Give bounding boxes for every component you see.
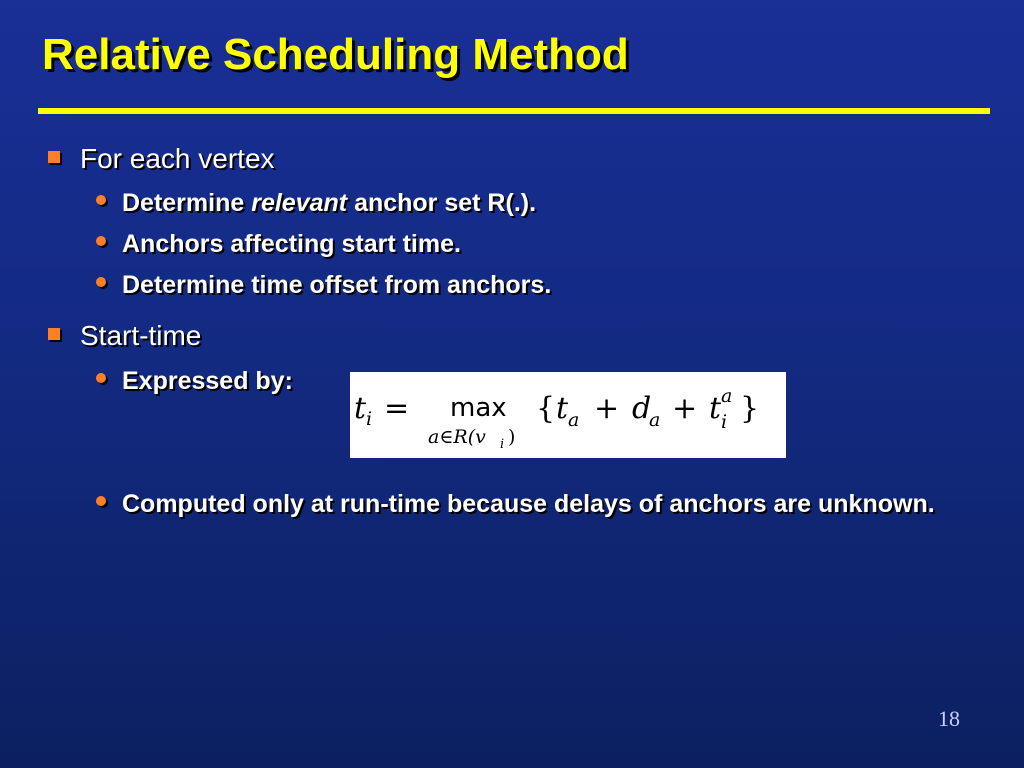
- formula-max-subscript-close: ): [508, 426, 516, 448]
- round-bullet-icon: [96, 496, 106, 506]
- bullet-text-emphasis: relevant: [251, 189, 348, 217]
- bullet-text: For each vertex: [80, 143, 275, 174]
- formula-max-operator: max: [450, 393, 507, 423]
- bullet-text-prefix: Determine: [122, 189, 245, 217]
- formula-term-t-sub: a: [568, 409, 580, 431]
- formula-lhs-sub: i: [366, 408, 373, 430]
- bullet-text-suffix: anchor set R(.).: [354, 189, 537, 217]
- formula-brace-close: }: [740, 391, 760, 426]
- formula-term-d: d: [632, 391, 652, 426]
- formula-equals: =: [384, 391, 410, 426]
- round-bullet-icon: [96, 195, 106, 205]
- bullet-text: Computed only at run-time because delays of anchors are unknown.: [122, 490, 935, 518]
- formula-equation: [354, 374, 782, 456]
- bullet-text: Anchors affecting start time.: [122, 230, 461, 258]
- round-bullet-icon: [96, 236, 106, 246]
- square-bullet-icon: [48, 328, 60, 340]
- bullet-text: Expressed by:: [122, 367, 293, 395]
- square-bullet-icon: [48, 151, 60, 163]
- formula-max-subscript: a∈R(v: [428, 426, 486, 448]
- title-underline: [38, 108, 990, 114]
- slide-title: Relative Scheduling Method: [42, 30, 629, 79]
- bullet-text: Determine time offset from anchors.: [122, 271, 552, 299]
- round-bullet-icon: [96, 277, 106, 287]
- bullet-text: [122, 186, 536, 220]
- round-bullet-icon: [96, 373, 106, 383]
- formula-plus-2: +: [672, 391, 698, 426]
- bullet-text: Start-time: [80, 320, 202, 351]
- formula-term-ti-sub: i: [721, 411, 728, 433]
- formula-brace-open: {: [536, 391, 556, 426]
- formula-term-ti-sup: a: [721, 385, 733, 407]
- formula-max-subscript-index: i: [500, 437, 505, 452]
- formula-term-t: t: [556, 391, 569, 426]
- formula-lhs: t: [354, 391, 367, 426]
- formula-term-ti: t: [709, 391, 722, 426]
- formula-term-d-sub: a: [649, 409, 661, 431]
- start-time-formula: [350, 372, 786, 458]
- page-number: 18: [938, 706, 960, 731]
- formula-plus-1: +: [594, 391, 620, 426]
